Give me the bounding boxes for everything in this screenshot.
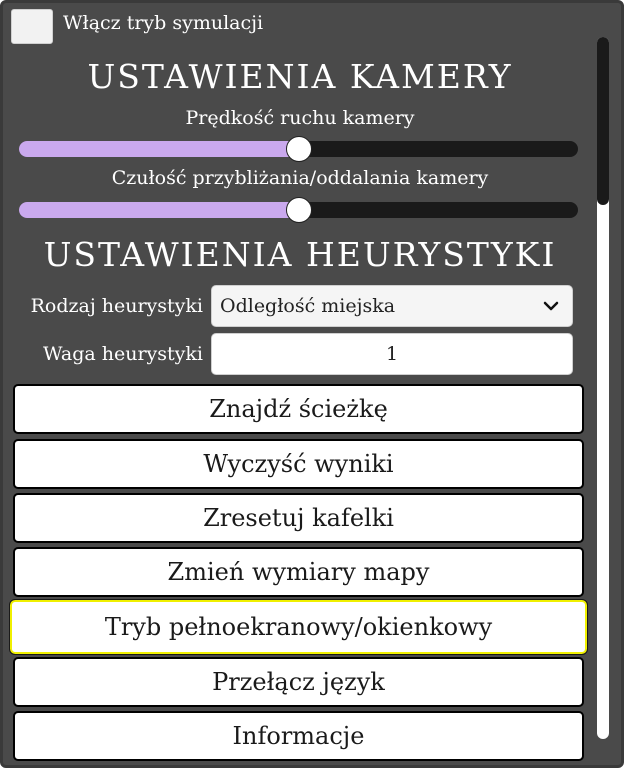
zoom-sensitivity-thumb[interactable] bbox=[286, 197, 312, 223]
heuristic-weight-label: Waga heurystyki bbox=[43, 343, 203, 365]
scrollbar-thumb[interactable] bbox=[597, 37, 609, 205]
switch-language-button[interactable]: Przełącz język bbox=[13, 657, 584, 707]
camera-speed-slider[interactable] bbox=[19, 141, 578, 157]
find-path-button[interactable]: Znajdź ścieżkę bbox=[13, 384, 584, 434]
heuristic-weight-row bbox=[15, 333, 585, 375]
clear-results-button[interactable]: Wyczyść wyniki bbox=[13, 439, 584, 489]
camera-settings-title: USTAWIENIA KAMERY bbox=[87, 57, 513, 96]
camera-speed-label: Prędkość ruchu kamery bbox=[185, 107, 415, 129]
simulation-checkbox[interactable] bbox=[11, 9, 53, 44]
heuristic-weight-input[interactable]: 1 bbox=[211, 333, 573, 375]
info-button[interactable]: Informacje bbox=[13, 711, 584, 761]
heuristic-type-value: Odległość miejska bbox=[220, 295, 396, 317]
heuristic-type-label: Rodzaj heurystyki bbox=[30, 295, 203, 317]
zoom-sensitivity-fill bbox=[19, 202, 299, 218]
heuristic-type-select[interactable] bbox=[211, 285, 573, 327]
heuristic-type-row bbox=[15, 285, 585, 327]
chevron-down-icon bbox=[542, 297, 560, 315]
camera-speed-thumb[interactable] bbox=[286, 136, 312, 162]
heuristics-settings-title: USTAWIENIA HEURYSTYKI bbox=[43, 235, 557, 274]
simulation-label: Włącz tryb symulacji bbox=[63, 11, 264, 34]
vertical-scrollbar[interactable] bbox=[597, 37, 609, 739]
camera-speed-fill bbox=[19, 141, 299, 157]
toggle-fullscreen-button[interactable]: Tryb pełnoekranowy/okienkowy bbox=[10, 600, 587, 654]
reset-tiles-button[interactable]: Zresetuj kafelki bbox=[13, 493, 584, 543]
simulation-toggle[interactable] bbox=[11, 9, 263, 44]
zoom-sensitivity-slider[interactable] bbox=[19, 202, 578, 218]
change-map-size-button[interactable]: Zmień wymiary mapy bbox=[13, 547, 584, 597]
zoom-sensitivity-label: Czułość przybliżania/oddalania kamery bbox=[111, 167, 489, 189]
